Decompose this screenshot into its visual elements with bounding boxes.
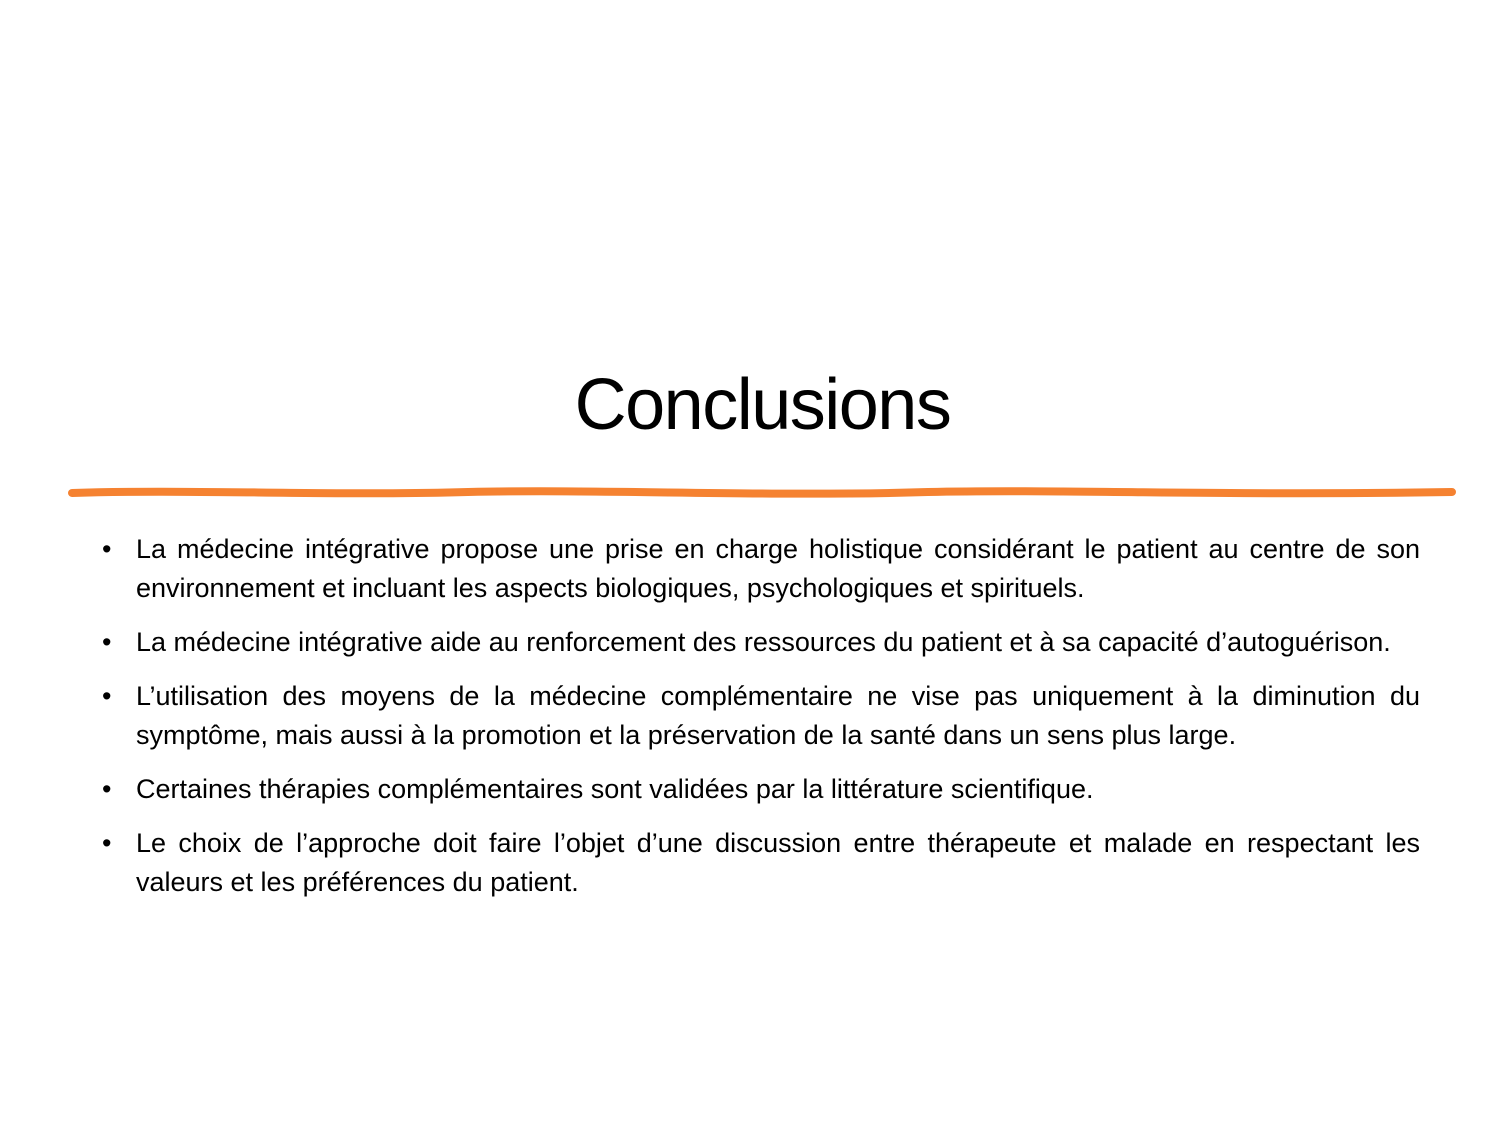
bullet-list [102, 530, 1420, 917]
bullet-text: Le choix de l’approche doit faire l’objet d’une discussion entre thérapeute et malade en respectant les valeurs et les préférences du patient. [136, 828, 1420, 897]
bullet-text: La médecine intégrative propose une prise en charge holistique considérant le patient au centre de son environnement et incluant les aspects biologiques, psychologiques et spirituels. [136, 534, 1420, 603]
bullet-marker: • [102, 828, 112, 858]
list-item [102, 770, 1420, 809]
slide-title: Conclusions [574, 365, 951, 445]
bullet-text: La médecine intégrative aide au renforcement des ressources du patient et à sa capacité d’autoguérison. [136, 627, 1391, 657]
bullet-marker: • [102, 627, 112, 657]
list-item [102, 530, 1420, 608]
bullet-text: Certaines thérapies complémentaires sont validées par la littérature scientifique. [136, 774, 1094, 804]
bullet-marker: • [102, 534, 112, 564]
bullet-marker: • [102, 681, 112, 711]
divider-stroke [72, 491, 1452, 493]
title-divider [68, 482, 1456, 504]
bullet-marker: • [102, 774, 112, 804]
list-item [102, 824, 1420, 902]
list-item [102, 677, 1420, 755]
list-item [102, 623, 1420, 662]
bullet-text: L’utilisation des moyens de la médecine complémentaire ne vise pas uniquement à la diminution du symptôme, mais aussi à la promotion et la préservation de la santé dans un sens plus large. [136, 681, 1420, 750]
